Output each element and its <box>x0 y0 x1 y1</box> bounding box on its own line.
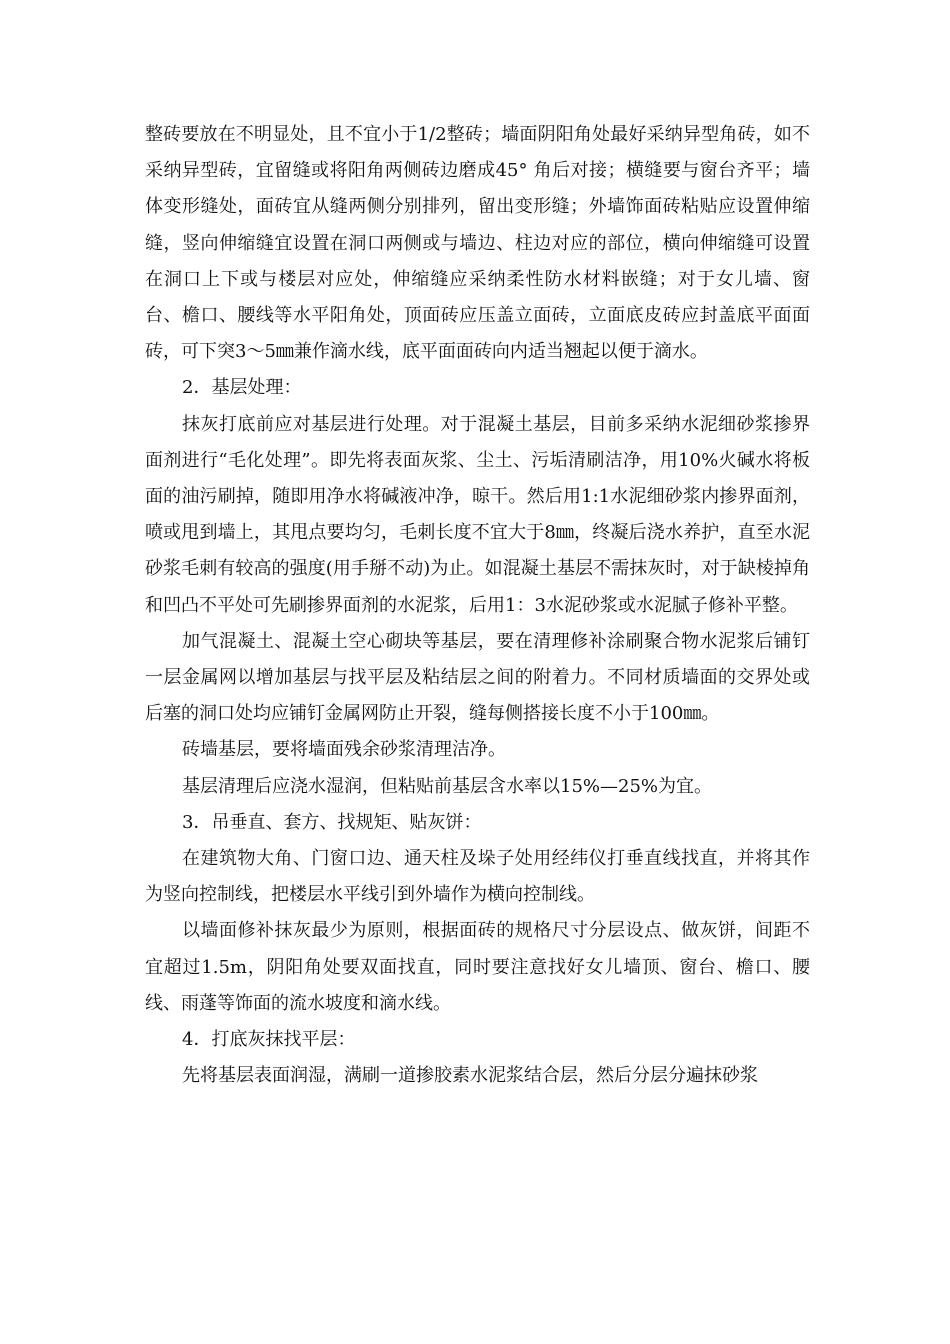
heading-plumb-square: 3．吊垂直、套方、找规矩、贴灰饼： <box>182 811 482 833</box>
paragraph-control-lines: 在建筑物大角、门窗口边、通天柱及垛子处用经纬仪打垂直线找直，并将其作为竖向控制线，把楼层水平线引到外墙作为横向控制线。 <box>145 848 810 906</box>
paragraph-moisture: 基层清理后应浇水湿润，但粘贴前基层含水率以15%—25%为宜。 <box>182 775 713 797</box>
document-body <box>145 117 810 1094</box>
paragraph-plaster-pads: 以墙面修补抹灰最少为原则，根据面砖的规格尺寸分层设点、做灰饼，间距不宜超过1.5m，阴阳角处要双面找直，同时要注意找好女儿墙顶、窗台、檐口、腰线、雨蓬等饰面的流水坡度和滴水线。 <box>145 920 810 1014</box>
paragraph-brick-wall: 砖墙基层，要将墙面残余砂浆清理洁净。 <box>182 739 506 761</box>
paragraph-aerated-concrete: 加气混凝土、混凝土空心砌块等基层，要在清理修补涂刷聚合物水泥浆后铺钉一层金属网以增加基层与找平层及粘结层之间的附着力。不同材质墙面的交界处或后塞的洞口处均应铺钉金属网防止开裂，缝每侧搭接长度不小于100㎜。 <box>145 630 810 725</box>
paragraph-base-coat: 先将基层表面润湿，满刷一道掺胶素水泥浆结合层，然后分层分遍抹砂浆 <box>182 1065 758 1087</box>
paragraph-concrete-base: 抹灰打底前应对基层进行处理。对于混凝土基层，目前多采纳水泥细砂浆掺界面剂进行“毛化处理”。即先将表面灰浆、尘土、污垢清刷洁净，用10%火碱水将板面的油污刷掉，随即用净水将碱液冲净，晾干。然后用1:1水泥细砂浆内掺界面剂，喷或甩到墙上，其甩点要均匀，毛刺长度不宜大于8㎜，终凝后浇水养护，直至水泥砂浆毛刺有较高的强度(用手掰不动)为止。如混凝土基层不需抹灰时，对于缺棱掉角和凹凸不平处可先刷掺界面剂的水泥浆，后用1：3水泥砂浆或水泥腻子修补平整。 <box>145 413 810 616</box>
heading-base-coat: 4．打底灰抹找平层： <box>182 1029 356 1051</box>
heading-base-treatment: 2．基层处理： <box>182 377 302 399</box>
paragraph-tile-layout: 整砖要放在不明显处，且不宜小于1/2整砖；墙面阴阳角处最好采纳异型角砖，如不采纳异型砖，宜留缝或将阳角两侧砖边磨成45° 角后对接；横缝要与窗台齐平；墙体变形缝处，面砖宜从缝两侧分别排列，留出变形缝；外墙饰面砖粘贴应设置伸缩缝，竖向伸缩缝宜设置在洞口两侧或与墙边、柱边对应的部位，横向伸缩缝可设置在洞口上下或与楼层对应处，伸缩缝应采纳柔性防水材料嵌缝；对于女儿墙、窗台、檐口、腰线等水平阳角处，顶面砖应压盖立面砖，立面底皮砖应封盖底平面面砖，可下突3～5㎜兼作滴水线，底平面面砖向内适当翘起以便于滴水。 <box>145 124 810 363</box>
